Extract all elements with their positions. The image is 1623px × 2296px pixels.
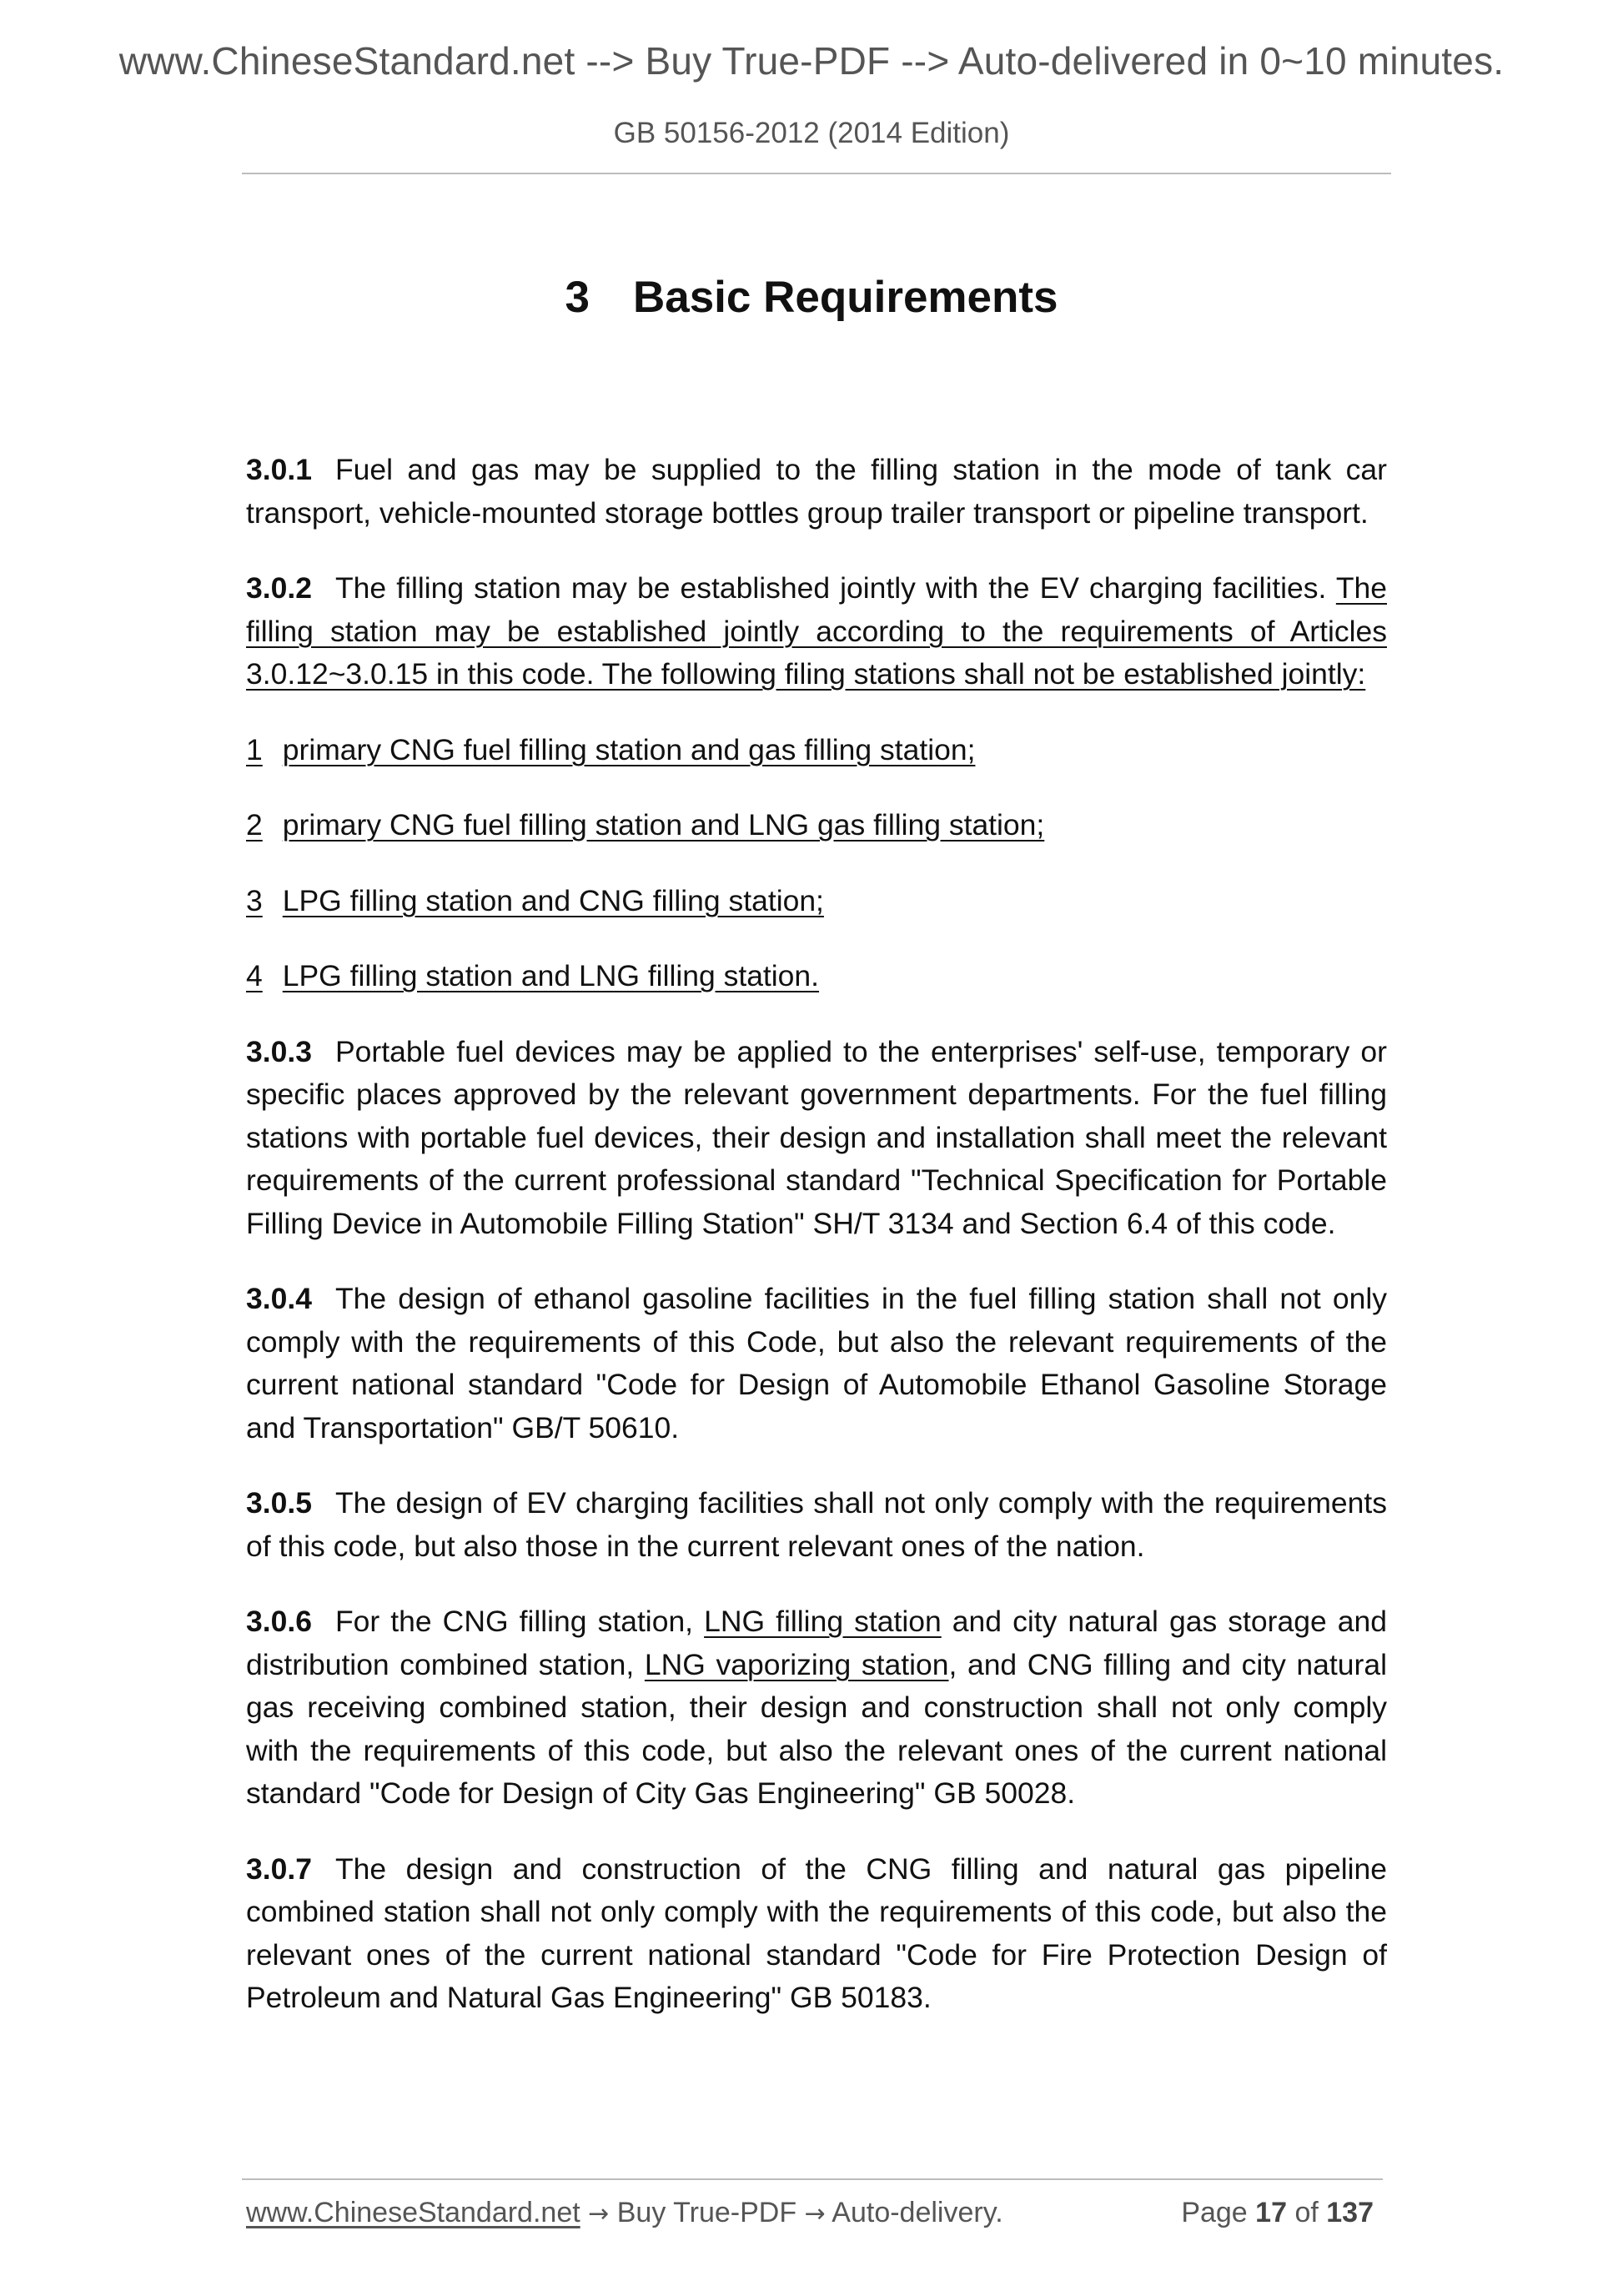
- clause-number: 3.0.4: [246, 1282, 312, 1315]
- page-number: [1181, 2197, 1374, 2229]
- clause-text: For the CNG filling station,: [334, 1605, 694, 1638]
- clause-text: The design and construction of the CNG filling and natural gas pipeline combined station shall not only comply with the requirements of this code, but also the relevant ones of the current national standard "Code for Fire Protection Design of Petroleum and Natural Gas Engineering" GB 50183.: [246, 1851, 1387, 2014]
- clause-3-0-7: [246, 1848, 1387, 2020]
- of-label: of: [1294, 2197, 1319, 2228]
- current-page: 17: [1255, 2197, 1287, 2228]
- list-item-number: 3: [246, 883, 263, 917]
- clause-3-0-1: [246, 449, 1387, 535]
- clause-3-0-6: [246, 1600, 1387, 1816]
- clause-underlined-term: LNG filling station: [704, 1605, 942, 1638]
- chapter-title: [0, 272, 1623, 323]
- footer-site-link[interactable]: www.ChineseStandard.net: [246, 2197, 580, 2228]
- chapter-number: 3: [565, 273, 590, 322]
- list-item-text: primary CNG fuel filling station and gas filling station;: [282, 732, 976, 766]
- footer-divider: [242, 2178, 1383, 2180]
- list-item-number: 2: [246, 808, 263, 842]
- list-item-number: 1: [246, 732, 263, 766]
- right-arrow-icon: →: [804, 2199, 826, 2228]
- clause-revised-text: The filling station may be established jointly according to the requirements of Articles 3.0.12~3.0.15 in this code. The following filing stations shall not be established jointly:: [246, 571, 1388, 691]
- clause-number: 3.0.1: [246, 453, 312, 486]
- clause-text: Fuel and gas may be supplied to the filling station in the mode of tank car transport, vehicle-mounted storage bottles group trailer transport or pipeline transport.: [246, 453, 1387, 530]
- list-item: [246, 880, 1387, 923]
- clause-3-0-4: [246, 1278, 1387, 1449]
- list-item-number: 4: [246, 959, 263, 992]
- right-arrow-icon: →: [588, 2199, 610, 2228]
- clause-number: 3.0.2: [246, 571, 312, 605]
- document-body: [246, 449, 1387, 2052]
- page-label: Page: [1181, 2197, 1248, 2228]
- list-item-text: LPG filling station and LNG filling station.: [282, 959, 820, 992]
- clause-3-0-3: [246, 1031, 1387, 1246]
- clause-text: The design of EV charging facilities shall not only comply with the requirements of this code, but also those in the current relevant ones of the nation.: [246, 1486, 1387, 1563]
- clause-3-0-5: [246, 1482, 1387, 1568]
- clause-underlined-term: LNG vaporizing station: [644, 1647, 949, 1681]
- clause-text: , and CNG filling and city natural gas receiving combined station, their design and construction shall not only comply with the requirements of this code, but also the relevant ones of the current national standard "Code for Design of City Gas Engineering" GB 50028.: [246, 1647, 1387, 1810]
- chapter-title-text: Basic Requirements: [632, 273, 1058, 322]
- page-footer: [246, 2197, 1380, 2229]
- clause-number: 3.0.7: [246, 1851, 312, 1886]
- top-banner: www.ChineseStandard.net --> Buy True-PDF --> Auto-delivered in 0~10 minutes.: [118, 39, 1505, 83]
- header-divider: [242, 173, 1391, 174]
- clause-text: and city natural gas storage and distribution combined station,: [246, 1605, 1387, 1681]
- footer-buy-text: Buy True-PDF: [616, 2197, 797, 2228]
- footer-delivery-text: Auto-delivery.: [832, 2197, 1003, 2228]
- list-item-text: LPG filling station and CNG filling station;: [282, 883, 824, 917]
- clause-3-0-2: [246, 567, 1387, 696]
- list-item: [246, 804, 1387, 847]
- clause-number: 3.0.6: [246, 1605, 312, 1638]
- standard-edition: GB 50156-2012 (2014 Edition): [613, 117, 1010, 149]
- clause-text: The design of ethanol gasoline facilities in the fuel filling station shall not only comply with the requirements of this Code, but also the relevant requirements of the current national standard "Code for Design of Automobile Ethanol Gasoline Storage and Transportation" GB/T 50610.: [246, 1282, 1387, 1444]
- total-pages: 137: [1326, 2197, 1374, 2228]
- list-item-text: primary CNG fuel filling station and LNG gas filling station;: [282, 808, 1045, 842]
- clause-number: 3.0.5: [246, 1486, 312, 1520]
- clause-text: Portable fuel devices may be applied to the enterprises' self-use, temporary or specific places approved by the relevant government departments. For the fuel filling stations with portable fuel devices, their design and installation shall meet the relevant requirements of the current professional standard "Technical Specification for Portable Filling Device in Automobile Filling Station" SH/T 3134 and Section 6.4 of this code.: [246, 1034, 1387, 1240]
- clause-number: 3.0.3: [246, 1034, 312, 1068]
- list-item: [246, 729, 1387, 772]
- clause-text: The filling station may be established jointly with the EV charging facilities.: [334, 571, 1327, 605]
- list-item: [246, 955, 1387, 998]
